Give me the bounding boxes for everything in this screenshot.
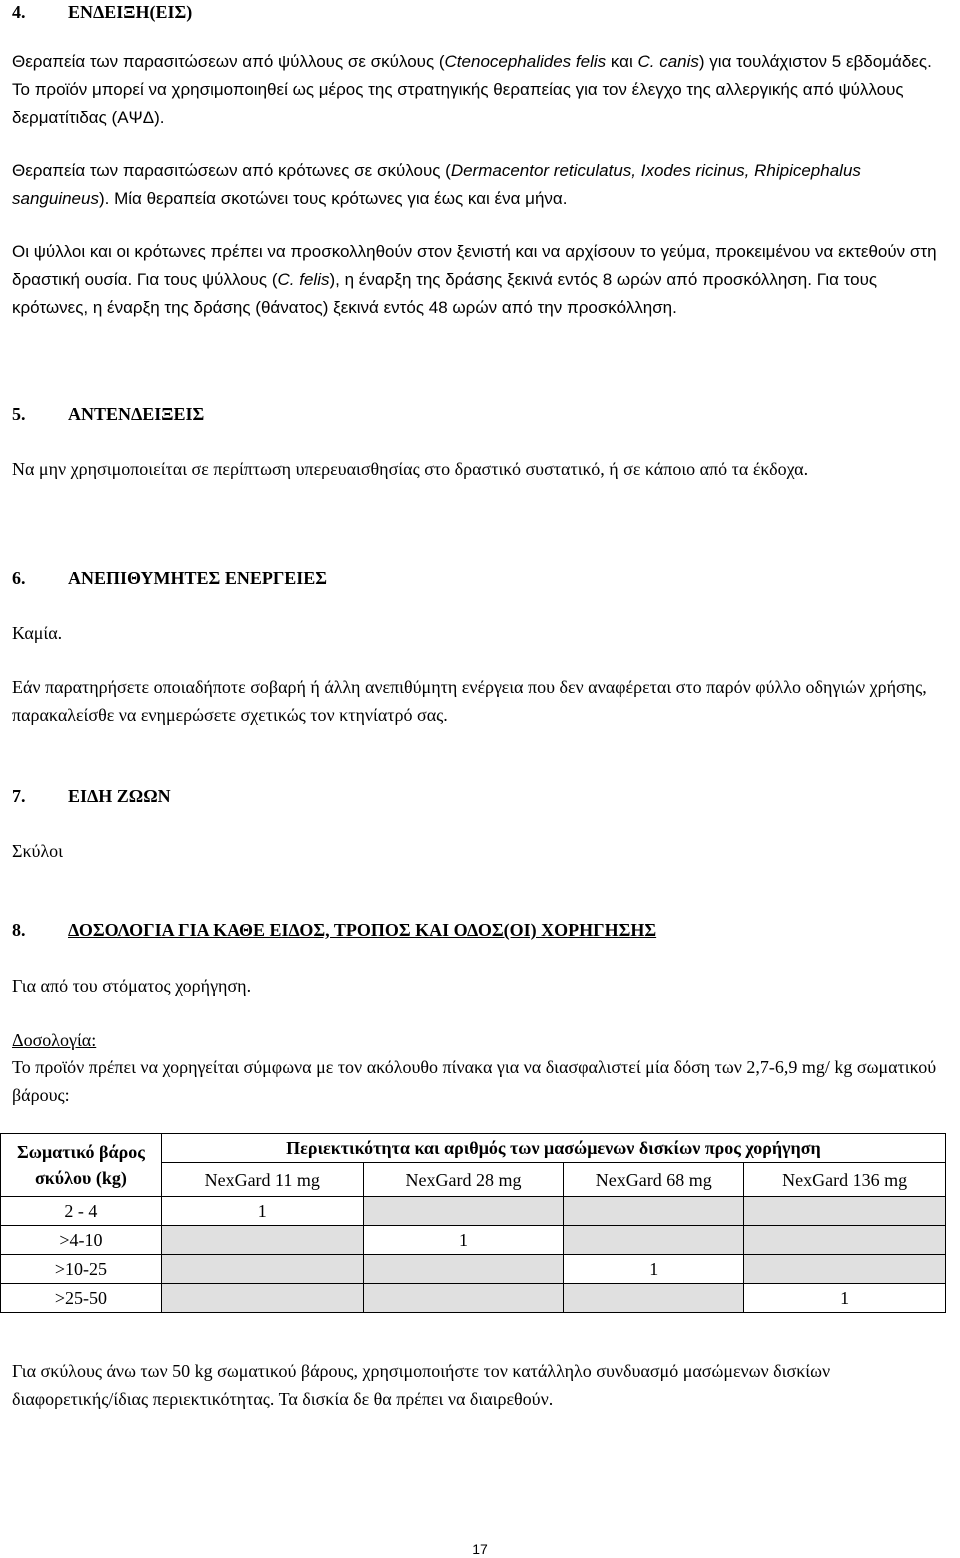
empty-cell	[161, 1284, 363, 1313]
empty-cell	[744, 1255, 946, 1284]
section-7-heading: 7. ΕΙΔΗ ΖΩΩΝ	[12, 786, 171, 806]
table-row	[1, 1197, 946, 1226]
count-cell: 1	[744, 1284, 946, 1313]
section-5-paragraph: Να μην χρησιμοποιείται σε περίπτωση υπερευαισθησίας στο δραστικό συστατικό, ή σε κάποιο από τα έκδοχα.	[12, 459, 809, 479]
column-header: NexGard 28 mg	[363, 1163, 564, 1197]
table-row	[1, 1255, 946, 1284]
section-8-heading: 8. ΔΟΣΟΛΟΓΙΑ ΓΙΑ ΚΑΘΕ ΕΙΔΟΣ, ΤΡΟΠΟΣ ΚΑΙ ΟΔΟΣ(ΟΙ) ΧΟΡΗΓΗΣΗΣ	[12, 920, 657, 940]
section-6-heading: 6. ΑΝΕΠΙΘΥΜΗΤΕΣ ΕΝΕΡΓΕΙΕΣ	[12, 568, 328, 588]
table-row	[1, 1226, 946, 1255]
empty-cell	[564, 1197, 744, 1226]
count-cell: 1	[161, 1197, 363, 1226]
section-4-paragraph-2: Θεραπεία των παρασιτώσεων από κρότωνες σε σκύλους (Dermacentor reticulatus, Ixodes ricinus, Rhipicephalus sanguineus). Μία θεραπεία σκοτώνει τους κρότωνες για έως και ένα μήνα.	[12, 161, 861, 208]
empty-cell	[564, 1284, 744, 1313]
weight-cell: >10-25	[1, 1255, 162, 1284]
column-header: NexGard 11 mg	[161, 1163, 363, 1197]
table-header-row	[1, 1134, 946, 1163]
section-8-paragraph-3: Για σκύλους άνω των 50 kg σωματικού βάρους, χρησιμοποιήστε τον κατάλληλο συνδυασμό μασώμενων δισκίων διαφορετικής/ίδιας περιεκτικότητας. Τα δισκία δε θα πρέπει να διαιρεθούν.	[12, 1361, 831, 1409]
empty-cell	[363, 1255, 564, 1284]
empty-cell	[363, 1197, 564, 1226]
dosage-table	[0, 1133, 946, 1313]
dosage-label: Δοσολογία:	[12, 1030, 97, 1050]
empty-cell	[161, 1255, 363, 1284]
page-number: 17	[472, 1541, 488, 1557]
section-4-heading: 4. ΕΝΔΕΙΞΗ(ΕΙΣ)	[12, 2, 193, 22]
weight-header: Σωματικό βάρος σκύλου (kg)	[1, 1134, 162, 1197]
section-6-paragraph-2: Εάν παρατηρήσετε οποιαδήποτε σοβαρή ή άλλη ανεπιθύμητη ενέργεια που δεν αναφέρεται στο παρόν φύλλο οδηγιών χρήσης, παρακαλείσθε να ενημερώσετε σχετικώς τον κτηνίατρό σας.	[12, 677, 927, 725]
column-header: NexGard 136 mg	[744, 1163, 946, 1197]
count-cell: 1	[564, 1255, 744, 1284]
section-8-paragraph-1: Για από του στόματος χορήγηση.	[12, 976, 252, 996]
table-row	[1, 1284, 946, 1313]
empty-cell	[564, 1226, 744, 1255]
weight-cell: 2 - 4	[1, 1197, 162, 1226]
weight-cell: >4-10	[1, 1226, 162, 1255]
section-8-paragraph-2: Το προϊόν πρέπει να χορηγείται σύμφωνα με τον ακόλουθο πίνακα για να διασφαλιστεί μία δόση των 2,7-6,9 mg/ kg σωματικού βάρους:	[12, 1057, 937, 1105]
weight-cell: >25-50	[1, 1284, 162, 1313]
strength-header: Περιεκτικότητα και αριθμός των μασώμενων δισκίων προς χορήγηση	[161, 1134, 945, 1163]
empty-cell	[744, 1226, 946, 1255]
section-6-paragraph-1: Καμία.	[12, 623, 63, 643]
section-7-paragraph: Σκύλοι	[12, 841, 64, 861]
section-4-paragraph-3: Οι ψύλλοι και οι κρότωνες πρέπει να προσκολληθούν στον ξενιστή και να αρχίσουν το γεύμα, προκειμένου να εκτεθούν στη δραστική ουσία. Για τους ψύλλους (C. felis), η έναρξη της δράσης ξεκινά εντός 8 ωρών από προσκόλληση. Για τους κρότωνες, η έναρξη της δράσης (θάνατος) ξεκινά εντός 48 ωρών από την προσκόλληση.	[12, 242, 937, 317]
count-cell: 1	[363, 1226, 564, 1255]
empty-cell	[744, 1197, 946, 1226]
section-5-heading: 5. ΑΝΤΕΝΔΕΙΞΕΙΣ	[12, 404, 205, 424]
section-4-paragraph-1: Θεραπεία των παρασιτώσεων από ψύλλους σε σκύλους (Ctenocephalides felis και C. canis) για τουλάχιστον 5 εβδομάδες. Το προϊόν μπορεί να χρησιμοποιηθεί ως μέρος της στρατηγικής θεραπείας για τον έλεγχο της αλλεργικής από ψύλλους δερματίτιδας (ΑΨΔ).	[12, 52, 932, 127]
empty-cell	[161, 1226, 363, 1255]
empty-cell	[363, 1284, 564, 1313]
column-header: NexGard 68 mg	[564, 1163, 744, 1197]
